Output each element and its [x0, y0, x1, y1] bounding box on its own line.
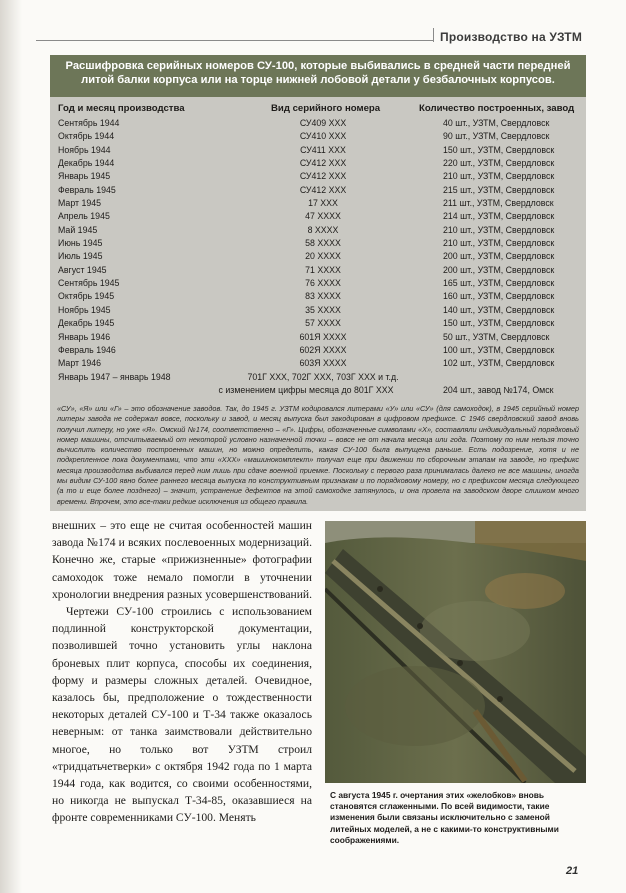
row-date: Декабрь 1944	[58, 158, 115, 169]
table-row	[58, 130, 578, 143]
tank-hull-photo-image	[325, 521, 586, 783]
row-serial: 8 ХХХХ	[307, 224, 339, 235]
row-serial: 35 ХХХХ	[305, 304, 341, 315]
row-serial: 71 ХХХХ	[305, 264, 341, 275]
table-row	[58, 357, 578, 370]
row-count: 211 шт., УЗТМ, Свердловск	[443, 198, 554, 209]
row-count: 90 шт., УЗТМ, Свердловск	[443, 131, 550, 142]
row-date: Апрель 1945	[58, 211, 110, 222]
row-count: 150 шт., УЗТМ, Свердловск	[443, 318, 555, 329]
header-rule	[36, 40, 434, 41]
row-count: 165 шт., УЗТМ, Свердловск	[443, 278, 555, 289]
table-row	[58, 277, 578, 290]
row-date: Сентябрь 1945	[58, 278, 120, 289]
header-divider	[433, 28, 434, 42]
table-row	[58, 210, 578, 223]
table-row	[58, 117, 578, 130]
row-date: Январь 1945	[58, 171, 111, 182]
row-count: 215 шт., УЗТМ, Свердловск	[443, 184, 555, 195]
row-serial: с изменением цифры месяца до 801Г ХХХ	[218, 384, 394, 395]
table-row	[58, 371, 578, 384]
row-date: Январь 1946	[58, 331, 111, 342]
row-serial: СУ411 ХХХ	[300, 144, 346, 155]
table-row	[58, 317, 578, 330]
row-serial: 701Г ХХХ, 702Г ХХХ, 703Г ХХХ и т.д.	[247, 371, 399, 382]
row-date: Октябрь 1945	[58, 291, 115, 302]
table-row	[58, 184, 578, 197]
photo-caption: С августа 1945 г. очертания этих «желобков» вновь становятся сглаженными. По всей видимости, такие изменения были связаны исключительно с заменой литейных моделей, а не с какими-то конструктивными соображениями.	[330, 790, 559, 845]
row-count: 102 шт., УЗТМ, Свердловск	[443, 358, 555, 369]
table-title: Расшифровка серийных номеров СУ-100, которые выбивались в средней части передней литой балки корпуса или на торце нижней лобовой детали у безбалочных корпусов.	[50, 55, 586, 97]
table-row	[58, 157, 578, 170]
row-count: 220 шт., УЗТМ, Свердловск	[443, 158, 555, 169]
row-serial: 83 ХХХХ	[305, 291, 341, 302]
table-row	[58, 170, 578, 183]
row-date: Сентябрь 1944	[58, 118, 120, 128]
tank-hull-photo	[325, 521, 586, 783]
row-date: Ноябрь 1944	[58, 144, 111, 155]
table-row	[58, 237, 578, 250]
row-date: Январь 1947 – январь 1948	[58, 371, 171, 382]
table-row	[58, 197, 578, 210]
table-rows	[58, 117, 578, 397]
row-date: Февраль 1946	[58, 344, 116, 355]
row-date: Август 1945	[58, 264, 107, 275]
row-serial: 17 ХХХ	[308, 198, 338, 209]
row-date: Июль 1945	[58, 251, 103, 262]
row-serial: СУ410 ХХХ	[299, 131, 347, 142]
row-count: 204 шт., завод №174, Омск	[443, 384, 554, 395]
row-serial: 601Я ХХХХ	[299, 331, 347, 342]
row-date: Июнь 1945	[58, 238, 103, 249]
table-row	[58, 344, 578, 357]
table-row	[58, 144, 578, 157]
table-row	[58, 224, 578, 237]
section-title: Производство на УЗТМ	[440, 30, 583, 44]
row-count: 40 шт., УЗТМ, Свердловск	[443, 118, 550, 128]
row-serial: 57 ХХХХ	[305, 318, 341, 329]
row-date: Ноябрь 1945	[58, 304, 111, 315]
row-count: 50 шт., УЗТМ, Свердловск	[443, 331, 550, 342]
row-date: Март 1945	[58, 198, 102, 209]
row-serial: СУ412 ХХХ	[299, 171, 347, 182]
row-count: 100 шт., УЗТМ, Свердловск	[443, 344, 555, 355]
article-paragraph: Чертежи СУ-100 строились с использованием подлинной конструкторской документации, позволившей точно установить углы наклона броневых плит корпуса, способы их соединения, форму и размеры сложных деталей. Очевидное, казалось бы, предположение о тождественности некоторых деталей СУ-100 и Т-34 также оказалось неверным: от танка заимствовали действительно многое, но только вот УЗТМ строил «тридцатьчетверки» с октября 1942 года по 1 марта 1944 года, как водится, со своими особенностями, но никогда не выпускал Т-34-85, оказавшиеся на фронте современниками СУ-100. Менять	[52, 605, 312, 825]
row-count: 160 шт., УЗТМ, Свердловск	[443, 291, 555, 302]
page-edge-shadow	[0, 0, 22, 893]
table-row	[58, 250, 578, 263]
row-count: 214 шт., УЗТМ, Свердловск	[443, 211, 555, 222]
row-date: Февраль 1945	[58, 184, 116, 195]
row-count: 200 шт., УЗТМ, Свердловск	[443, 264, 555, 275]
row-serial: 603Я ХХХХ	[299, 358, 347, 369]
table-row	[58, 264, 578, 277]
row-count: 140 шт., УЗТМ, Свердловск	[443, 304, 555, 315]
row-date: Март 1946	[58, 358, 102, 369]
row-serial: 47 ХХХХ	[305, 211, 341, 222]
row-date: Октябрь 1944	[58, 131, 115, 142]
table-footnote: «СУ», «Я» или «Г» – это обозначение заводов. Так, до 1945 г. УЗТМ кодировался литерами «У» или «СУ» (для самоходок), в 1945 серийный номер литеры завода не содержал вовсе, поскольку и завод, и месяц выпуска был закодирован в цифровом префиксе. С 1946 свердловский завод вновь получил литеру, но уже «Я». Омский №174, соответственно – «Г». Цифры, обозначенные символами «Х», составляли индивидуальный порядковый номер машины, отсчитываемый от некоторой условно назначенной точки – вовсе не от начала месяца или года. Поэтому по ним нельзя точно вычислить количество построенных машин, но можно определить, какая СУ-100 была выпущена раньше. Есть подозрение, хотя и не подкрепленное пока документами, что эти «ХХХ» «машинокомплект» получал еще при движении по сборочным этапам на заводе, но префикс месяца производства выбивался перед ним лишь при сдаче военной приемке. Поскольку с первого раза принималась далеко не все машины, иногда мы видим СУ-100 явно более раннего месяца выпуска по конструктивным признакам и по порядковому номеру, но с префиксом месяца следующего (а то и еще более позднего) – значит, устранение дефектов на этой самоходке затянулось, и она провела на заводском дворе слишком много времени. Впрочем, это все-таки редкие исключения из общего правила.	[57, 404, 579, 506]
column-header-count: Количество построенных, завод	[419, 103, 575, 114]
row-serial: СУ412 ХХХ	[299, 184, 347, 195]
column-header-date: Год и месяц производства	[58, 103, 185, 114]
row-serial: 76 ХХХХ	[305, 278, 341, 289]
row-serial: 20 ХХХХ	[305, 251, 341, 262]
table-row	[58, 290, 578, 303]
article-paragraph: внешних – это еще не считая особенностей машин завода №174 и всяких послевоенных модернизаций. Конечно же, старые «прижизненные» фотографии самоходок тоже немало помогли в уточнении хронологии внедрения разных усовершенствований.	[52, 519, 312, 601]
column-header-serial: Вид серийного номера	[271, 103, 381, 114]
row-date: Декабрь 1945	[58, 318, 115, 329]
table-row	[58, 331, 578, 344]
row-serial: СУ409 ХХХ	[299, 118, 347, 128]
table-row	[58, 304, 578, 317]
article-text	[52, 517, 312, 827]
table-row-continuation	[58, 384, 578, 397]
row-count: 210 шт., УЗТМ, Свердловск	[443, 171, 555, 182]
row-count: 210 шт., УЗТМ, Свердловск	[443, 224, 555, 235]
row-count: 150 шт., УЗТМ, Свердловск	[443, 144, 555, 155]
row-count: 210 шт., УЗТМ, Свердловск	[443, 238, 555, 249]
row-serial: СУ412 ХХХ	[299, 158, 347, 169]
row-count: 200 шт., УЗТМ, Свердловск	[443, 251, 555, 262]
row-serial: 602Я ХХХХ	[299, 344, 347, 355]
row-date: Май 1945	[58, 224, 98, 235]
row-serial: 58 ХХХХ	[305, 238, 341, 249]
page-number: 21	[566, 865, 579, 877]
